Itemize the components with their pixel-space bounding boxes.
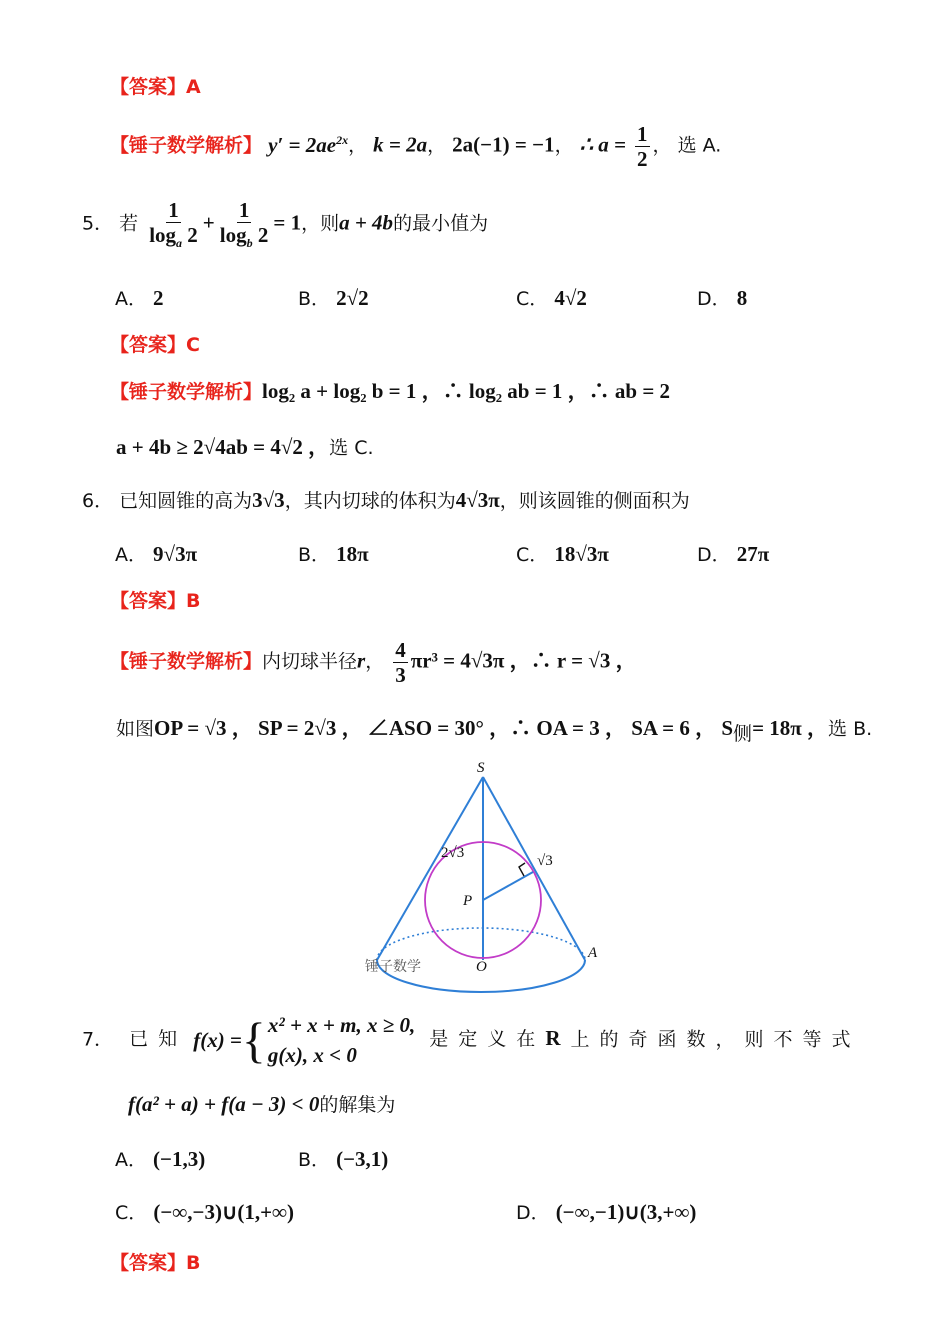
cone-left-side bbox=[377, 777, 483, 960]
q5-analysis-line1: 【锤子数学解析】log₂ a + log₂ b = 1 ，∴ log₂ ab = 1 ，∴ ab = 2 bbox=[110, 379, 671, 403]
q7-inequality: f(a² + a) + f(a − 3) < 0的解集为 bbox=[128, 1092, 396, 1116]
q6-height: 3√3 bbox=[252, 488, 285, 512]
q5-answer-value: C bbox=[186, 334, 200, 356]
label-sp: 2√3 bbox=[441, 845, 465, 861]
q5-option-b: B． 2√2 bbox=[298, 286, 369, 310]
q6-fraction: $\frac{4}{3}$ bbox=[395, 638, 406, 688]
cone-base-back bbox=[377, 928, 585, 960]
tangent-radius bbox=[483, 872, 533, 900]
right-angle-mark bbox=[519, 863, 525, 876]
q6-option-c: C． 18√3π bbox=[516, 542, 609, 566]
q6-option-a: A． 9√3π bbox=[115, 542, 198, 566]
q6-answer-value: B bbox=[186, 590, 201, 612]
q5-analysis-line2: a + 4b ≥ 2√4ab = 4√2 ，选 C. bbox=[116, 435, 374, 459]
q6-analysis-tail: B. bbox=[853, 718, 873, 740]
label-p: P bbox=[463, 893, 473, 909]
q5-option-d: D． 8 bbox=[697, 286, 748, 310]
q7-stem: 7． 已知 f(x) = { x² + x + m, x ≥ 0, g(x), x < 0 是定义在R 上的奇函数，则不等式 bbox=[82, 1010, 862, 1071]
q7-ineq-expr: f(a² + a) + f(a − 3) < 0 bbox=[128, 1092, 320, 1116]
q7-number: 7． bbox=[82, 1028, 114, 1051]
q4-eq1: $y' = 2ae^{2x}$ bbox=[268, 132, 349, 157]
q7-case-1: x² + x + m, x ≥ 0, bbox=[267, 1013, 416, 1037]
q4-analysis: 【锤子数学解析】 $y' = 2ae^{2x}$， k = 2a， 2a(−1) = −1， ∴ a = $\frac{1}{2}$ ， 选 A. bbox=[110, 122, 722, 172]
q6-volume: 4√3π bbox=[455, 488, 500, 512]
q5-analysis-tail: C. bbox=[354, 437, 374, 459]
q5-plus: + bbox=[202, 210, 215, 235]
q7-option-c: C． (−∞,−3)∪(1,+∞) bbox=[115, 1200, 295, 1224]
q6-answer: 【答案】B bbox=[110, 590, 201, 612]
q6-analysis-line1: 【锤子数学解析】内切球半径r， $\frac{4}{3}$ πr³ = 4√3π ，∴ r = √3 ， bbox=[110, 638, 637, 688]
q5-fraction-1: $\frac{1}{\log_a 2}$ bbox=[149, 198, 198, 251]
q6-analysis-line2: 如图OP = √3 ， SP = 2√3 ， ∠ASO = 30° ，∴ OA = 3 ， SA = 6 ， $S_侧= 18\pi$ ，选 B. bbox=[116, 716, 873, 745]
analysis-tag: 【锤子数学解析】 bbox=[110, 134, 263, 157]
q7-piecewise: f(x) = { x² + x + m, x ≥ 0, g(x), x < 0 bbox=[193, 1010, 415, 1071]
q7-option-a: A． (−1,3) bbox=[115, 1147, 206, 1171]
q7-case-2: g(x), x < 0 bbox=[267, 1043, 357, 1068]
q5-number: 5． bbox=[82, 212, 114, 235]
q4-answer bbox=[110, 72, 201, 99]
q4-eq3: 2a(−1) = −1 bbox=[452, 132, 555, 157]
cone-figure bbox=[355, 755, 600, 995]
q7-answer-value: B bbox=[186, 1252, 201, 1274]
q5-expr: a + 4b bbox=[339, 210, 394, 235]
q5-fraction-2: $\frac{1}{\log_b 2}$ bbox=[219, 198, 269, 251]
q5-prefix: 若 bbox=[119, 212, 139, 235]
label-radius: √3 bbox=[537, 853, 553, 869]
q5-suffix: 的最小值为 bbox=[393, 212, 489, 235]
q4-answer-value: A bbox=[186, 76, 201, 98]
q6-analysis-eq: πr³ = 4√3π ，∴ r = √3 ， bbox=[410, 648, 637, 673]
q4-tail: A. bbox=[702, 134, 722, 157]
q5-analysis-ineq: a + 4b ≥ 2√4ab = 4√2 ， bbox=[116, 435, 330, 459]
q7-answer: 【答案】B bbox=[110, 1252, 201, 1274]
q5-option-c: C． 4√2 bbox=[516, 286, 587, 310]
q6-analysis-math: OP = √3 ， SP = 2√3 ， ∠ASO = 30° ，∴ OA = 3 ， SA = 6 ， S bbox=[154, 716, 734, 740]
q4-eq2: k = 2a bbox=[373, 132, 428, 157]
q4-select-text: 选 bbox=[677, 134, 697, 157]
label-a: A bbox=[588, 945, 598, 961]
q5-eq: = 1 bbox=[273, 210, 302, 235]
q4-therefore: ∴ a = bbox=[579, 132, 626, 157]
q5-analysis-eq: log₂ a + log₂ b = 1 ，∴ log₂ ab = 1 ，∴ ab = 2 bbox=[262, 379, 671, 403]
label-o: O bbox=[476, 959, 487, 975]
answer-tag: 【答案】 bbox=[110, 76, 187, 98]
q5-mid: ，则 bbox=[301, 212, 340, 235]
q6-number: 6． bbox=[82, 490, 114, 512]
q7-option-d: D． (−∞,−1)∪(3,+∞) bbox=[516, 1200, 697, 1224]
q5-stem bbox=[82, 198, 488, 251]
watermark: 锤子数学 bbox=[365, 960, 421, 975]
cone-right-side bbox=[483, 777, 585, 960]
q7-option-b: B． (−3,1) bbox=[298, 1147, 389, 1171]
q6-option-b: B． 18π bbox=[298, 542, 369, 566]
label-s: S bbox=[477, 760, 485, 776]
q6-option-d: D． 27π bbox=[697, 542, 770, 566]
q5-option-a: A． 2 bbox=[115, 286, 164, 310]
q5-answer: 【答案】C bbox=[110, 334, 200, 356]
q4-fraction: $\frac{1}{2}$ bbox=[637, 122, 648, 172]
q6-stem: 6． 已知圆锥的高为3√3，其内切球的体积为4√3π，则该圆锥的侧面积为 bbox=[82, 488, 690, 512]
